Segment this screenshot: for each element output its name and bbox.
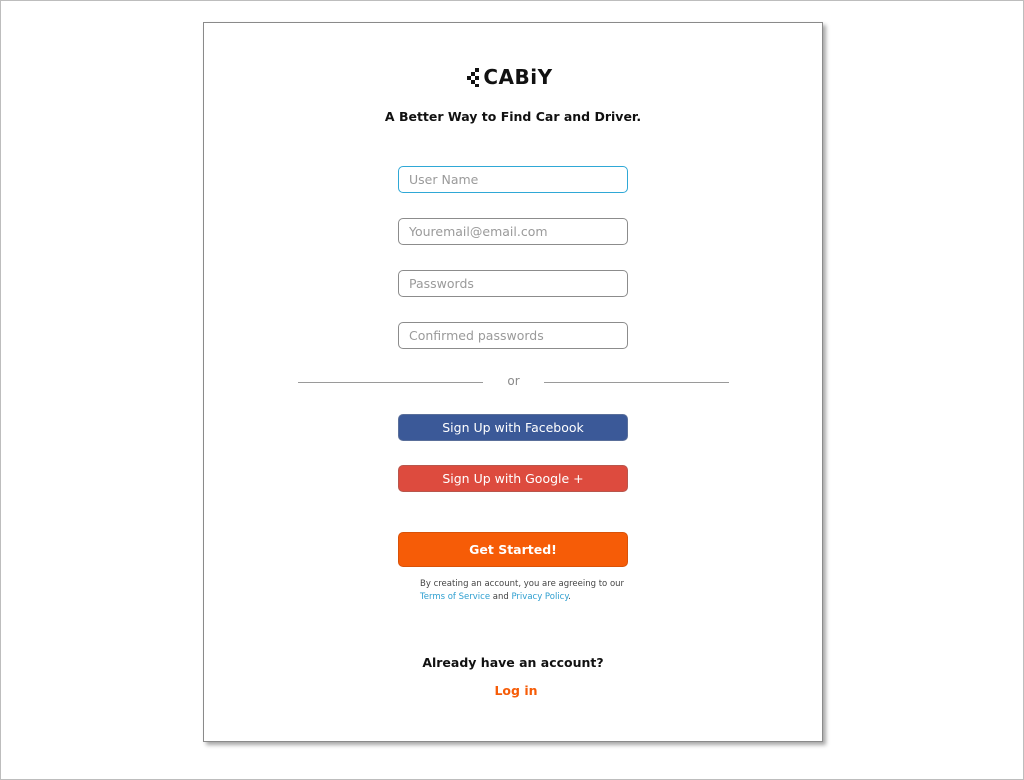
already-have-account-text: Already have an account? <box>422 655 604 670</box>
brand-name: CABiY <box>483 65 553 89</box>
login-link[interactable] <box>204 683 822 698</box>
terms-conjunction: and <box>492 592 509 602</box>
brand-logo-inner <box>465 65 552 89</box>
divider-line-right <box>544 382 729 383</box>
signup-card <box>203 22 823 742</box>
terms-prefix: By creating an account, you are agreeing to our <box>420 579 625 589</box>
divider-line-left <box>298 382 483 383</box>
terms-notice <box>420 578 640 604</box>
terms-suffix: . <box>568 592 571 602</box>
tagline: A Better Way to Find Car and Driver. <box>384 109 642 124</box>
divider-or-text: or <box>507 374 520 388</box>
password-input[interactable] <box>398 270 628 297</box>
get-started-button[interactable]: Get Started! <box>398 532 628 567</box>
facebook-signup-button[interactable]: Sign Up with Facebook <box>398 414 628 441</box>
confirm-password-input[interactable] <box>398 322 628 349</box>
login-link-label: Log in <box>494 683 538 698</box>
terms-of-service-link[interactable]: Terms of Service <box>420 592 491 602</box>
google-signup-button[interactable]: Sign Up with Google + <box>398 465 628 492</box>
brand-logo <box>204 63 822 91</box>
username-input[interactable] <box>398 166 628 193</box>
cabiy-logo-icon <box>465 67 481 87</box>
privacy-policy-link[interactable]: Privacy Policy <box>511 592 569 602</box>
email-input[interactable] <box>398 218 628 245</box>
